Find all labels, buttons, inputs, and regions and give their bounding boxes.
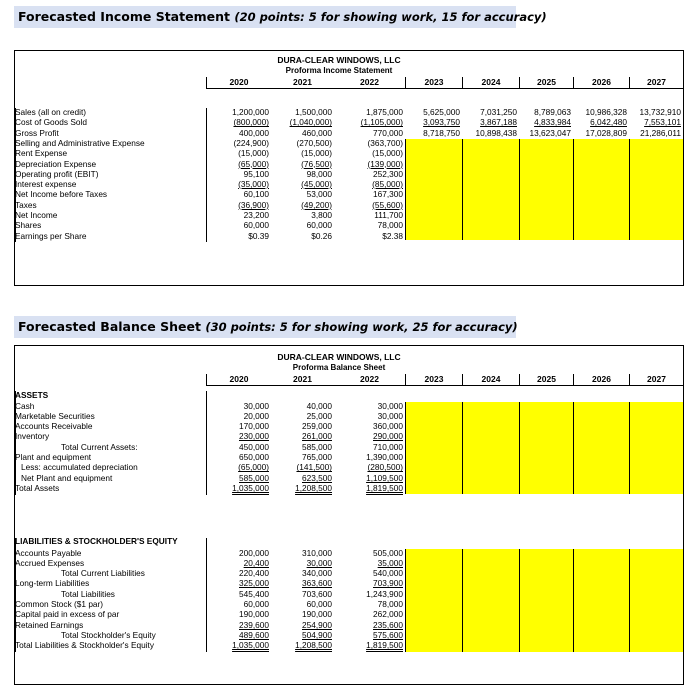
income-value-cell: 460,000	[302, 127, 332, 138]
income-value-cell: 60,000	[243, 220, 269, 231]
liability-value-cell: 325,000	[239, 578, 269, 589]
highlight-cell-block	[573, 402, 629, 495]
liability-value-cell: 220,400	[239, 568, 269, 579]
asset-value-cell: 30,000	[243, 400, 269, 411]
column-divider	[206, 108, 207, 242]
liability-value-cell: 35,000	[377, 557, 403, 568]
income-year-header: 2023	[405, 77, 462, 89]
liability-value-cell: 504,900	[302, 629, 332, 640]
balance-points-text: (30 points: 5 for showing work, 25 for accuracy)	[205, 320, 518, 334]
income-value-cell: 5,625,000	[423, 107, 460, 117]
income-value-cell: (363,700)	[367, 137, 403, 148]
asset-row-label: Accounts Receivable	[15, 421, 93, 432]
balance-year-header: 2024	[462, 374, 519, 386]
income-row-label: Cost of Goods Sold	[15, 117, 87, 128]
income-value-cell: 60,100	[243, 189, 269, 200]
asset-value-cell: 650,000	[239, 452, 269, 462]
asset-value-cell: 230,000	[239, 431, 269, 442]
asset-row-label: Total Current Assets:	[61, 441, 138, 452]
highlight-cell-block	[405, 549, 462, 652]
income-value-cell: $0.39	[248, 230, 269, 241]
liability-row-label: Total Liabilities & Stockholder's Equity	[15, 640, 155, 651]
liability-row-label: Total Current Liabilities	[61, 568, 145, 579]
income-value-cell: (1,040,000)	[289, 117, 332, 128]
highlight-cell-block	[629, 402, 683, 495]
liability-value-cell: 20,400	[243, 557, 269, 568]
row-border	[15, 391, 16, 495]
column-divider	[206, 374, 207, 386]
liability-row-label: Accrued Expenses	[15, 557, 85, 568]
liability-value-cell: 239,600	[239, 619, 269, 630]
income-value-cell: 10,898,438	[475, 127, 517, 138]
balance-year-header: 2022	[334, 374, 405, 386]
asset-row-label: Inventory	[15, 431, 50, 442]
asset-value-cell: 30,000	[377, 410, 403, 421]
liability-value-cell: 1,819,500	[366, 640, 403, 651]
income-value-cell: 21,286,011	[640, 127, 681, 138]
liability-value-cell: 703,900	[373, 578, 403, 589]
liability-value-cell: 703,600	[302, 588, 332, 599]
highlight-cell-block	[462, 139, 519, 240]
row-border	[15, 108, 16, 242]
income-statement-table	[14, 50, 684, 286]
income-value-cell: 13,623,047	[529, 127, 571, 138]
asset-value-cell: 20,000	[243, 410, 269, 421]
income-value-cell: 10,986,328	[585, 107, 627, 117]
highlight-cell-block	[573, 549, 629, 652]
asset-value-cell: 261,000	[302, 431, 332, 442]
liability-row-label: Total Liabilities	[61, 588, 115, 599]
asset-value-cell: 1,819,500	[366, 482, 403, 493]
income-row-label: Net Income before Taxes	[15, 189, 108, 200]
asset-value-cell: 450,000	[239, 441, 269, 452]
income-row-label: Interest expense	[15, 179, 77, 190]
asset-value-cell: 30,000	[377, 400, 403, 411]
balance-subtitle: Proforma Balance Sheet	[292, 363, 386, 372]
income-value-cell: 400,000	[239, 127, 269, 138]
income-value-cell: 13,732,910	[639, 107, 681, 117]
asset-value-cell: 1,035,000	[232, 482, 269, 493]
asset-value-cell: 1,390,000	[366, 452, 403, 462]
liability-value-cell: 540,000	[373, 568, 403, 579]
liability-value-cell: 235,600	[373, 619, 403, 630]
income-value-cell: 1,200,000	[232, 107, 269, 117]
liability-value-cell: 78,000	[377, 599, 403, 609]
income-year-header: 2026	[573, 77, 629, 89]
balance-year-header: 2027	[629, 374, 683, 386]
asset-value-cell: 360,000	[373, 421, 403, 432]
income-value-cell: (15,000)	[372, 148, 403, 159]
income-statement-title	[14, 6, 547, 28]
row-border	[15, 538, 16, 652]
income-value-cell: 1,500,000	[295, 107, 332, 117]
asset-value-cell: 623,500	[302, 472, 332, 483]
liability-value-cell: 1,035,000	[232, 640, 269, 651]
income-row-label: Taxes	[15, 199, 37, 210]
liability-value-cell: 30,000	[306, 557, 332, 568]
liability-value-cell: 545,400	[239, 588, 269, 599]
income-value-cell: (76,500)	[301, 158, 332, 169]
income-value-cell: 8,718,750	[423, 127, 460, 138]
income-year-header: 2024	[462, 77, 519, 89]
income-value-cell: (49,200)	[301, 199, 332, 210]
liability-value-cell: 489,600	[239, 629, 269, 640]
income-value-cell: 1,875,000	[366, 107, 403, 117]
asset-value-cell: 585,000	[239, 472, 269, 483]
asset-value-cell: 1,109,500	[366, 472, 403, 483]
income-row-label: Sales (all on credit)	[15, 107, 87, 117]
income-row-label: Earnings per Share	[15, 230, 87, 241]
income-value-cell: 7,031,250	[480, 107, 517, 117]
income-value-cell: (15,000)	[301, 148, 332, 159]
highlight-cell-block	[519, 549, 573, 652]
asset-row-label: Less: accumulated depreciation	[21, 462, 138, 473]
income-row-label: Depreciation Expense	[15, 158, 97, 169]
asset-value-cell: 25,000	[306, 410, 332, 421]
income-value-cell: 111,700	[374, 210, 403, 220]
balance-year-header: 2020	[207, 374, 271, 386]
asset-value-cell: 765,000	[302, 452, 332, 462]
income-value-cell: 3,800	[311, 210, 332, 220]
income-value-cell: 770,000	[373, 127, 403, 138]
income-value-cell: (139,000)	[367, 158, 403, 169]
highlight-cell-block	[462, 402, 519, 495]
liability-value-cell: 363,600	[302, 578, 332, 589]
income-value-cell: 252,300	[373, 168, 403, 179]
asset-value-cell: 710,000	[373, 441, 403, 452]
income-title-text: Forecasted Income Statement	[18, 9, 230, 24]
income-year-header: 2020	[207, 77, 271, 89]
income-value-cell: 3,093,750	[423, 117, 460, 128]
balance-sheet-table	[14, 345, 684, 685]
liability-value-cell: 340,000	[302, 568, 332, 579]
asset-row-label: Total Assets	[15, 482, 60, 493]
income-value-cell: (45,000)	[301, 179, 332, 190]
column-divider	[206, 391, 207, 495]
liability-row-label: Long-term Liabilities	[15, 578, 90, 589]
liability-value-cell: 575,600	[373, 629, 403, 640]
income-value-cell: (15,000)	[238, 148, 269, 159]
highlight-cell-block	[405, 139, 462, 240]
asset-value-cell: 170,000	[239, 421, 269, 432]
income-value-cell: (1,105,000)	[360, 117, 403, 128]
income-value-cell: 53,000	[306, 189, 332, 200]
balance-year-header: 2025	[519, 374, 573, 386]
liability-value-cell: 254,900	[302, 619, 332, 630]
income-value-cell: 3,867,188	[480, 117, 517, 128]
asset-value-cell: (65,000)	[238, 462, 269, 473]
income-value-cell: 78,000	[377, 220, 403, 231]
income-year-header: 2025	[519, 77, 573, 89]
income-value-cell: 8,789,063	[534, 107, 571, 117]
income-value-cell: (55,600)	[372, 199, 403, 210]
income-value-cell: 17,028,809	[585, 127, 627, 138]
asset-value-cell: 259,000	[302, 421, 332, 432]
liability-value-cell: 262,000	[373, 609, 403, 620]
balance-title-text: Forecasted Balance Sheet	[18, 319, 201, 334]
income-points-text: (20 points: 5 for showing work, 15 for accuracy)	[234, 10, 547, 24]
income-value-cell: 7,553,101	[644, 117, 681, 128]
income-company-name: DURA-CLEAR WINDOWS, LLC	[277, 55, 401, 65]
income-year-header: 2027	[629, 77, 683, 89]
income-value-cell: (36,900)	[238, 199, 269, 210]
liability-value-cell: 200,000	[239, 547, 269, 558]
income-row-label: Net Income	[15, 210, 58, 220]
income-value-cell: 167,300	[373, 189, 403, 200]
liability-value-cell: 190,000	[239, 609, 269, 620]
asset-value-cell: 40,000	[306, 400, 332, 411]
asset-value-cell: 585,000	[302, 441, 332, 452]
income-year-header: 2021	[271, 77, 334, 89]
column-divider	[206, 77, 207, 89]
assets-heading: ASSETS	[15, 390, 49, 400]
income-subtitle: Proforma Income Statement	[285, 66, 393, 75]
liability-value-cell: 60,000	[243, 599, 269, 609]
income-value-cell: (224,900)	[233, 137, 269, 148]
asset-row-label: Marketable Securities	[15, 410, 95, 421]
liability-row-label: Capital paid in excess of par	[15, 609, 120, 620]
highlight-cell-block	[405, 402, 462, 495]
income-value-cell: (800,000)	[233, 117, 269, 128]
highlight-cell-block	[573, 139, 629, 240]
income-value-cell: 60,000	[306, 220, 332, 231]
highlight-cell-block	[462, 549, 519, 652]
balance-sheet-title	[14, 316, 516, 338]
income-row-label: Rent Expense	[15, 148, 68, 159]
asset-row-label: Cash	[15, 400, 35, 411]
liability-value-cell: 1,208,500	[295, 640, 332, 651]
income-value-cell: $2.38	[382, 230, 403, 241]
highlight-cell-block	[629, 549, 683, 652]
highlight-cell-block	[519, 139, 573, 240]
highlight-cell-block	[629, 139, 683, 240]
balance-year-header: 2023	[405, 374, 462, 386]
income-value-cell: 23,200	[243, 210, 269, 220]
income-value-cell: 95,100	[243, 168, 269, 179]
asset-value-cell: (141,500)	[296, 462, 332, 473]
income-value-cell: 4,833,984	[534, 117, 571, 128]
income-value-cell: $0.26	[311, 230, 332, 241]
liability-value-cell: 310,000	[302, 547, 332, 558]
asset-value-cell: (280,500)	[367, 462, 403, 473]
balance-year-header: 2021	[271, 374, 334, 386]
income-row-label: Shares	[15, 220, 42, 231]
income-value-cell: 98,000	[306, 168, 332, 179]
income-value-cell: (85,000)	[372, 179, 403, 190]
liability-row-label: Accounts Payable	[15, 547, 82, 558]
asset-value-cell: 290,000	[373, 431, 403, 442]
asset-value-cell: 1,208,500	[295, 482, 332, 493]
liability-value-cell: 1,243,900	[366, 588, 403, 599]
liability-row-label: Retained Earnings	[15, 619, 84, 630]
highlight-cell-block	[519, 402, 573, 495]
income-value-cell: (270,500)	[296, 137, 332, 148]
asset-row-label: Plant and equipment	[15, 452, 92, 462]
liability-value-cell: 60,000	[306, 599, 332, 609]
liability-row-label: Total Stockholder's Equity	[61, 629, 156, 640]
income-value-cell: 6,042,480	[590, 117, 627, 128]
income-row-label: Selling and Administrative Expense	[15, 137, 145, 148]
balance-company-name: DURA-CLEAR WINDOWS, LLC	[277, 352, 401, 362]
income-year-header: 2022	[334, 77, 405, 89]
income-value-cell: (65,000)	[238, 158, 269, 169]
asset-row-label: Net Plant and equipment	[21, 472, 113, 483]
income-value-cell: (35,000)	[238, 179, 269, 190]
liability-row-label: Common Stock ($1 par)	[15, 599, 104, 609]
liability-value-cell: 190,000	[302, 609, 332, 620]
balance-year-header: 2026	[573, 374, 629, 386]
income-row-label: Gross Profit	[15, 127, 59, 138]
liabilities-heading: LIABILITIES & STOCKHOLDER'S EQUITY	[15, 536, 178, 546]
income-row-label: Operating profit (EBIT)	[15, 168, 99, 179]
column-divider	[206, 538, 207, 652]
liability-value-cell: 505,000	[373, 547, 403, 558]
